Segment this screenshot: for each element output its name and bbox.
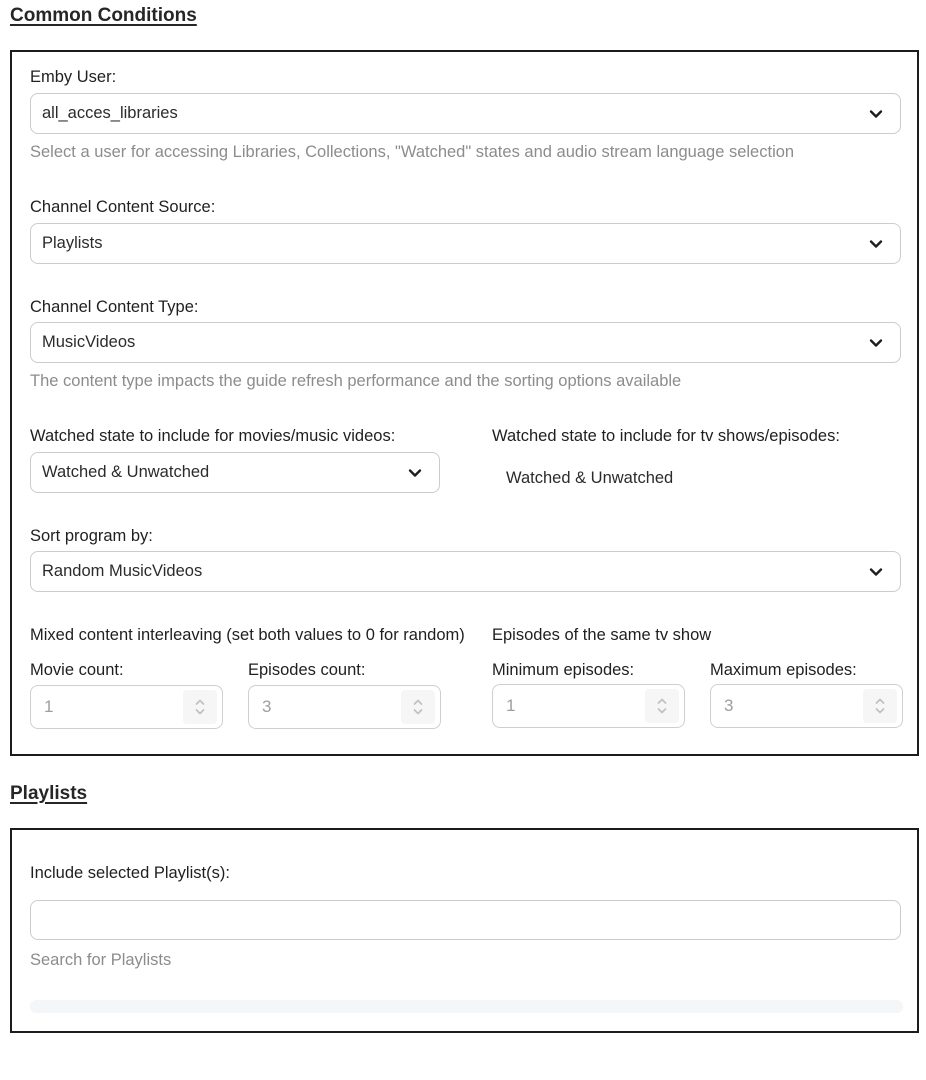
- max-episodes-input[interactable]: [711, 685, 863, 727]
- content-source-label: Channel Content Source:: [30, 198, 216, 216]
- watched-tv-value: Watched & Unwatched: [506, 469, 674, 487]
- number-stepper-icon[interactable]: [401, 690, 435, 724]
- emby-user-select-value: all_acces_libraries: [42, 104, 178, 122]
- playlist-search-input[interactable]: [30, 900, 901, 940]
- watched-movies-label: Watched state to include for movies/music videos:: [30, 427, 396, 445]
- episodes-count-input[interactable]: [249, 686, 401, 728]
- content-type-select-value: MusicVideos: [42, 333, 136, 351]
- chevron-down-icon: [866, 333, 886, 353]
- playlists-panel: [10, 828, 919, 1033]
- chevron-down-icon: [866, 562, 886, 582]
- chevron-down-icon: [405, 463, 425, 483]
- movie-count-field: [30, 685, 223, 729]
- emby-user-help: Select a user for accessing Libraries, Collections, "Watched" states and audio stream language selection: [30, 143, 795, 161]
- number-stepper-icon[interactable]: [863, 689, 897, 723]
- watched-tv-label: Watched state to include for tv shows/episodes:: [492, 427, 840, 445]
- sort-select[interactable]: [30, 551, 901, 592]
- min-episodes-input[interactable]: [493, 685, 645, 727]
- watched-movies-select[interactable]: [30, 452, 440, 493]
- number-stepper-icon[interactable]: [183, 690, 217, 724]
- episodes-count-label: Episodes count:: [248, 661, 366, 679]
- chevron-down-icon: [866, 234, 886, 254]
- movie-count-label: Movie count:: [30, 661, 124, 679]
- empty-playlist-list-bar: [30, 1000, 903, 1013]
- content-type-select[interactable]: [30, 322, 901, 363]
- playlist-search-help: Search for Playlists: [30, 951, 172, 969]
- sort-label: Sort program by:: [30, 527, 153, 545]
- sort-select-value: Random MusicVideos: [42, 562, 203, 580]
- emby-user-label: Emby User:: [30, 68, 117, 86]
- common-conditions-panel: [10, 50, 919, 756]
- watched-movies-select-value: Watched & Unwatched: [42, 463, 210, 481]
- movie-count-input[interactable]: [31, 686, 183, 728]
- content-source-select[interactable]: [30, 223, 901, 264]
- content-type-help: The content type impacts the guide refresh performance and the sorting options available: [30, 372, 682, 390]
- playlists-heading: Playlists: [10, 783, 88, 804]
- max-episodes-field: [710, 684, 903, 728]
- content-type-label: Channel Content Type:: [30, 298, 199, 316]
- interleaving-label: Mixed content interleaving (set both values to 0 for random): [30, 626, 465, 644]
- chevron-down-icon: [866, 104, 886, 124]
- emby-user-select[interactable]: [30, 93, 901, 134]
- include-playlists-label: Include selected Playlist(s):: [30, 864, 230, 882]
- common-conditions-heading: Common Conditions: [10, 5, 197, 26]
- max-episodes-label: Maximum episodes:: [710, 661, 857, 679]
- same-show-label: Episodes of the same tv show: [492, 626, 712, 644]
- min-episodes-label: Minimum episodes:: [492, 661, 635, 679]
- number-stepper-icon[interactable]: [645, 689, 679, 723]
- episodes-count-field: [248, 685, 441, 729]
- min-episodes-field: [492, 684, 685, 728]
- content-source-select-value: Playlists: [42, 234, 103, 252]
